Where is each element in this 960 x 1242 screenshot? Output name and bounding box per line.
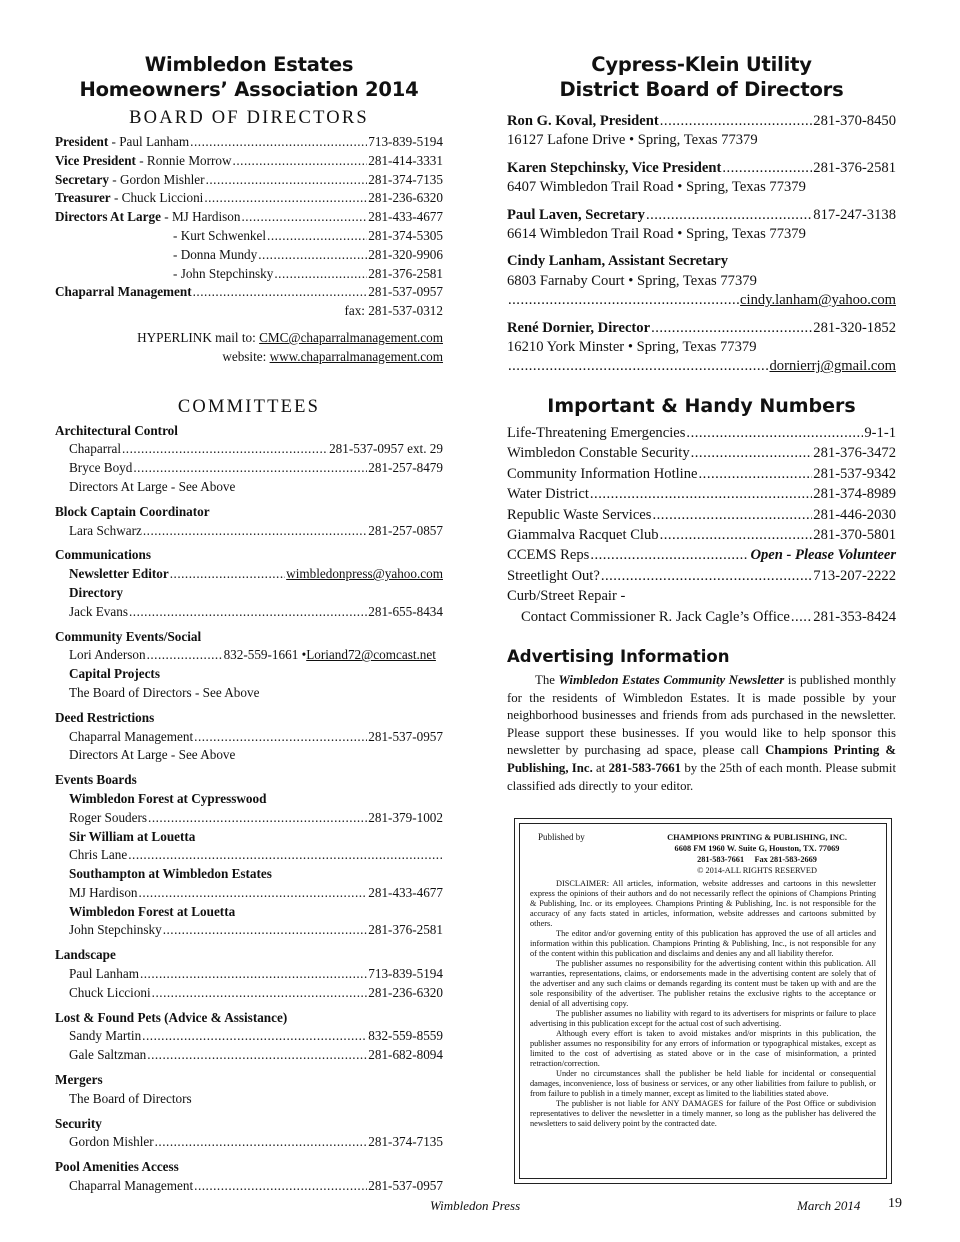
left-column	[55, 52, 443, 1196]
disclaimer-text	[530, 879, 876, 1129]
board-name: - Kurt Schwenkel	[173, 227, 267, 243]
handy-row	[507, 607, 896, 627]
committee-heading: Pool Amenities Access	[55, 1159, 179, 1175]
handy-value: 281-353-8424	[813, 608, 896, 625]
handy-label: Wimbledon Constable Security	[507, 445, 690, 462]
committee-security	[55, 1115, 443, 1153]
website-line	[55, 348, 443, 367]
printer-name: Champions Printing & Publishing, Inc.	[507, 743, 896, 775]
committee-communications	[55, 546, 443, 621]
board-role: President	[55, 134, 109, 149]
board-name: - Gordon Mishler	[108, 171, 205, 187]
contact-phone: 281-379-1002	[368, 809, 443, 825]
contact-phone: 281-257-0857	[368, 522, 443, 538]
committee-heading: Events Boards	[55, 772, 137, 788]
contact-phone: 281-655-8434	[368, 603, 443, 619]
contact-phone: 281-682-8094	[368, 1047, 443, 1063]
adv-text: The	[535, 672, 559, 687]
contact-name: Jack Evans	[69, 603, 128, 619]
committee-row	[55, 965, 443, 984]
committee-row	[55, 1133, 443, 1152]
publisher-address: 6608 FM 1960 W. Suite G, Houston, TX. 77069	[674, 844, 840, 853]
director-entry	[507, 206, 896, 245]
handy-row	[507, 566, 896, 586]
handy-value: 9-1-1	[864, 424, 896, 441]
committee-row	[55, 565, 443, 584]
contact-name: Bryce Boyd	[69, 460, 133, 476]
footer-publication: Wimbledon Press	[430, 1198, 521, 1213]
board-phone: 281-414-3331	[368, 152, 443, 168]
adv-text: by the 25th of each month. Please submit classified ads directly to your editor.	[507, 760, 896, 793]
director-name: Cindy Lanham, Assistant Secretary	[507, 253, 729, 270]
committee-heading: Security	[55, 1115, 102, 1131]
contact-phone: 713-839-5194	[368, 966, 443, 982]
contact-name: Gale Saltzman	[69, 1047, 147, 1063]
handy-value: 713-207-2222	[813, 567, 896, 584]
hoa-title-line1: Wimbledon Estates	[144, 53, 354, 76]
newsletter-email-link[interactable]: wimbledonpress@yahoo.com	[286, 566, 443, 582]
handy-label: CCEMS Reps	[507, 547, 590, 564]
board-list	[55, 133, 443, 367]
committees-heading: COMMITTEES	[177, 396, 321, 417]
board-name: - Paul Lanham	[108, 134, 190, 149]
contact-phone: 281-433-4677	[368, 884, 443, 900]
committee-deed-restrictions	[55, 709, 443, 765]
publisher-disclaimer-box	[514, 818, 892, 1184]
committee-heading: Communications	[55, 547, 151, 563]
committee-landscape	[55, 946, 443, 1002]
management-phone: 281-537-0957	[368, 284, 443, 300]
hoa-title-line2: Homeowners’ Association 2014	[79, 78, 419, 101]
director-phone: 817-247-3138	[813, 206, 896, 223]
subsection-heading: Capital Projects	[69, 666, 160, 682]
contact-note: The Board of Directors - See Above	[69, 684, 260, 700]
management-row	[55, 283, 443, 302]
board-phone: 281-236-6320	[368, 190, 443, 206]
handy-label: Community Information Hotline	[507, 465, 698, 482]
committee-row	[55, 603, 443, 622]
handy-row	[507, 423, 896, 443]
handy-row	[507, 443, 896, 463]
committee-events-boards	[55, 771, 443, 940]
director-name: Paul Laven, Secretary	[507, 206, 645, 223]
board-row	[55, 133, 443, 152]
hyperlink-line	[55, 329, 443, 348]
committee-row	[55, 846, 443, 865]
utility-title-line2: District Board of Directors	[559, 78, 844, 101]
committee-row	[55, 646, 443, 665]
handy-numbers-list	[507, 423, 896, 627]
committee-lost-found	[55, 1009, 443, 1065]
management-email-link[interactable]: CMC@chaparralmanagement.com	[259, 329, 443, 345]
footer-date: March 2014	[797, 1198, 861, 1213]
utility-directors	[507, 112, 896, 377]
disclaimer-paragraph: The publisher assumes no liability with regard to its advertisers for misprints or failure to place advertising in this publication except for the actual cost of such advertising.	[530, 1009, 876, 1028]
board-role: Secretary	[55, 171, 109, 187]
board-name: - Ronnie Morrow	[135, 152, 232, 168]
board-row	[55, 227, 443, 246]
board-role: Directors At Large	[55, 209, 161, 225]
utility-title-line1: Cypress-Klein Utility	[591, 53, 812, 76]
handy-row	[507, 545, 896, 565]
subsection-heading: Sir William at Louetta	[69, 828, 196, 844]
director-email-link[interactable]: dornierrj@gmail.com	[769, 358, 896, 375]
director-address: 16127 Lafone Drive • Spring, Texas 77379	[507, 132, 758, 149]
board-row	[55, 265, 443, 284]
board-row	[55, 208, 443, 227]
subsection-heading: Wimbledon Forest at Cypresswood	[69, 790, 267, 806]
contact-role: Newsletter Editor	[69, 566, 169, 582]
contact-name: Chaparral	[69, 441, 121, 457]
committee-row	[55, 1046, 443, 1065]
management-label: Chaparral Management	[55, 284, 192, 300]
director-phone: 281-376-2581	[813, 159, 896, 176]
board-phone: 281-433-4677	[368, 209, 443, 225]
board-phone: 281-374-7135	[368, 171, 443, 187]
committee-row	[55, 921, 443, 940]
subsection-heading: Wimbledon Forest at Louetta	[69, 903, 236, 919]
committee-heading: Lost & Found Pets (Advice & Assistance)	[55, 1009, 288, 1025]
director-entry	[507, 319, 896, 377]
director-email-link[interactable]: cindy.lanham@yahoo.com	[740, 292, 896, 309]
subsection-heading: Southampton at Wimbledon Estates	[69, 866, 272, 882]
advertising-heading: Advertising Information	[507, 646, 730, 666]
contact-note: The Board of Directors	[69, 1090, 192, 1106]
disclaimer-paragraph: DISCLAIMER: All articles, information, website addresses and cartoons in this newsletter express the opinions of their authors and do not necessarily reflect the opinions of Champions Printing & Publishing, Inc. or its employees. Champions Printing & Publishing, Inc. is not responsible for the accuracy of any facts stated in articles, information, website addresses and cartoons submitted by others.	[530, 879, 876, 928]
handy-row	[507, 586, 896, 606]
adv-text: is published monthly for the residents of Wimbledon Estates. It is made possible by your neighborhood businesses and friends from ads purchased in the newsletter. Please support these businesses. If you would like to help sponsor this newsletter by purchasing ad space, please call	[507, 672, 896, 758]
board-row	[55, 171, 443, 190]
disclaimer-paragraph: Although every effort is taken to avoid mistakes and/or misprints in this publication, the publisher assumes no responsibility for any errors of information or typographical mistakes, except as limited to the cost of advertising as stated above or in the case of misinformation, a printed retraction/correction.	[530, 1029, 876, 1068]
handy-label: Life-Threatening Emergencies	[507, 424, 686, 441]
subsection-heading: Directory	[69, 584, 123, 600]
contact-phone: 281-376-2581	[368, 922, 443, 938]
published-by-label: Published by	[538, 832, 585, 842]
board-role: Vice President	[55, 152, 136, 168]
committee-heading: Block Captain Coordinator	[55, 503, 210, 519]
management-fax: fax: 281-537-0312	[344, 303, 443, 319]
contact-note: Directors At Large - See Above	[69, 747, 236, 763]
director-phone: 281-370-8450	[813, 113, 896, 129]
publisher-block	[530, 832, 876, 876]
hyperlink-label: HYPERLINK mail to:	[137, 329, 260, 345]
disclaimer-inner-frame	[519, 823, 887, 1179]
website-label: website:	[222, 348, 270, 364]
committee-row	[55, 984, 443, 1003]
committee-heading: Landscape	[55, 947, 116, 963]
contact-name: MJ Hardison	[69, 884, 138, 900]
disclaimer-paragraph: Under no circumstances shall the publisher be held liable for incidental or consequential damages, inconvenience, loss of business or services, or any other liabilities from failure to publish, or from failure to publish in a timely manner, except as limited to the liabilities stated above.	[530, 1069, 876, 1098]
handy-label: Streetlight Out?	[507, 567, 600, 584]
board-row	[55, 152, 443, 171]
publisher-name: CHAMPIONS PRINTING & PUBLISHING, INC.	[667, 833, 847, 842]
committee-events-social	[55, 628, 443, 703]
contact-email-link[interactable]: Loriand72@comcast.net	[306, 647, 436, 663]
director-address: 6803 Farnaby Court • Spring, Texas 77379	[507, 272, 757, 289]
newsletter-name: Wimbledon Estates Community Newsletter	[558, 672, 785, 687]
committee-heading: Community Events/Social	[55, 628, 202, 644]
contact-name: Chris Lane	[69, 847, 128, 863]
contact-phone: 832-559-8559	[368, 1028, 443, 1044]
director-name: Ron G. Koval, President	[507, 113, 659, 129]
handy-label: Water District	[507, 486, 589, 503]
handy-row	[507, 525, 896, 545]
committee-row	[55, 522, 443, 541]
committee-row	[55, 459, 443, 478]
contact-phone: 281-537-0957	[368, 728, 443, 744]
contact-name: Roger Souders	[69, 809, 148, 825]
director-entry	[507, 112, 896, 151]
handy-value: Open - Please Volunteer	[750, 547, 896, 564]
committee-row	[55, 1177, 443, 1196]
publisher-rights: © 2014-ALL RIGHTS RESERVED	[697, 866, 817, 875]
director-entry	[507, 159, 896, 198]
handy-label: Republic Waste Services	[507, 506, 652, 523]
board-name: - Donna Mundy	[173, 246, 258, 262]
handy-row	[507, 484, 896, 504]
handy-numbers-heading: Important & Handy Numbers	[547, 394, 856, 417]
director-name: René Dornier, Director	[507, 319, 651, 336]
management-website-link[interactable]: www.chaparralmanagement.com	[269, 348, 443, 364]
printer-phone: 281-583-7661	[608, 760, 682, 775]
handy-row	[507, 464, 896, 484]
page-number: 19	[888, 1196, 902, 1211]
committee-pool	[55, 1158, 443, 1196]
contact-name: Lori Anderson	[69, 647, 146, 663]
disclaimer-paragraph: The publisher is not liable for ANY DAMAGES for failure of the Post Office or subdivision representatives to deliver the newsletter in a timely manner, so long as the publisher has delivered the newsletters to said delivery point by the contracted date.	[530, 1099, 876, 1128]
board-phone: 281-374-5305	[368, 227, 443, 243]
handy-value: 281-537-9342	[813, 465, 896, 482]
publisher-phones: 281-583-7661 Fax 281-583-2669	[697, 855, 817, 864]
committee-row	[55, 884, 443, 903]
handy-label: Giammalva Racquet Club	[507, 526, 659, 543]
committee-block-captain	[55, 503, 443, 541]
contact-name: John Stepchinsky	[69, 922, 162, 938]
contact-phone: 281-257-8479	[368, 460, 443, 476]
board-name: - Chuck Liccioni	[110, 190, 204, 206]
handy-label: Contact Commissioner R. Jack Cagle’s Office	[521, 608, 790, 625]
board-row	[55, 189, 443, 208]
board-name: - MJ Hardison	[160, 209, 241, 225]
contact-name: Chuck Liccioni	[69, 984, 151, 1000]
director-phone: 281-320-1852	[813, 319, 896, 336]
director-address: 16210 York Minster • Spring, Texas 77379	[507, 339, 757, 356]
advertising-text	[507, 672, 896, 795]
director-name: Karen Stepchinsky, Vice President	[507, 159, 722, 176]
committee-mergers	[55, 1071, 443, 1109]
disclaimer-paragraph: The publisher assumes no responsibility for the advertising content within this publication. All warranties, representations, claims, or endorsements made in the advertising content are solely that of the advertiser and any such claims or demands regarding its content must be taken up with and are the sole responsibility of the advertiser. The publisher retains the exclusive rights to the acceptance or denial of all advertising copy.	[530, 959, 876, 1008]
handy-label: Curb/Street Repair -	[507, 588, 626, 605]
contact-name: Lara Schwarz	[69, 522, 142, 538]
committee-heading: Architectural Control	[55, 422, 178, 438]
committee-architectural	[55, 422, 443, 497]
committee-heading: Mergers	[55, 1072, 103, 1088]
board-phone: 713-839-5194	[368, 134, 443, 149]
contact-phone: 281-537-0957	[368, 1178, 443, 1194]
committee-row	[55, 728, 443, 747]
adv-text: at	[592, 760, 609, 775]
handy-value: 281-374-8989	[813, 486, 896, 503]
handy-row	[507, 505, 896, 525]
board-role: Treasurer	[55, 190, 111, 206]
committee-heading: Deed Restrictions	[55, 709, 155, 725]
committee-row	[55, 1027, 443, 1046]
handy-value: 281-446-2030	[813, 506, 896, 523]
contact-name: Gordon Mishler	[69, 1134, 154, 1150]
contact-note: Directors At Large - See Above	[69, 478, 236, 494]
handy-value: 281-370-5801	[813, 526, 896, 543]
disclaimer-paragraph: The editor and/or governing entity of this publication has approved the use of all articles and information within this publication. Champions Printing & Publishing, Inc., is not responsible for any of the content within this publication and disclaims and denies any and all liability therefor.	[530, 929, 876, 958]
director-address: 6614 Wimbledon Trail Road • Spring, Texas 77379	[507, 226, 806, 243]
director-entry	[507, 252, 896, 310]
board-heading: BOARD OF DIRECTORS	[129, 108, 369, 128]
director-address: 6407 Wimbledon Trail Road • Spring, Texas 77379	[507, 179, 806, 196]
contact-phone: 832-559-1661 •	[223, 647, 307, 663]
contact-name: Sandy Martin	[69, 1028, 142, 1044]
contact-phone: 281-374-7135	[368, 1134, 443, 1150]
committee-row	[55, 809, 443, 828]
contact-name: Chaparral Management	[69, 1178, 194, 1194]
board-row	[55, 246, 443, 265]
handy-value: 281-376-3472	[813, 445, 896, 462]
board-name: - John Stepchinsky	[173, 265, 274, 281]
contact-name: Paul Lanham	[69, 966, 139, 982]
board-phone: 281-320-9906	[368, 246, 443, 262]
contact-name: Chaparral Management	[69, 728, 194, 744]
committee-row	[55, 440, 443, 459]
contact-phone: 281-236-6320	[368, 984, 443, 1000]
contact-phone: 281-537-0957 ext. 29	[329, 441, 443, 457]
board-phone: 281-376-2581	[368, 265, 443, 281]
right-column	[507, 52, 896, 795]
